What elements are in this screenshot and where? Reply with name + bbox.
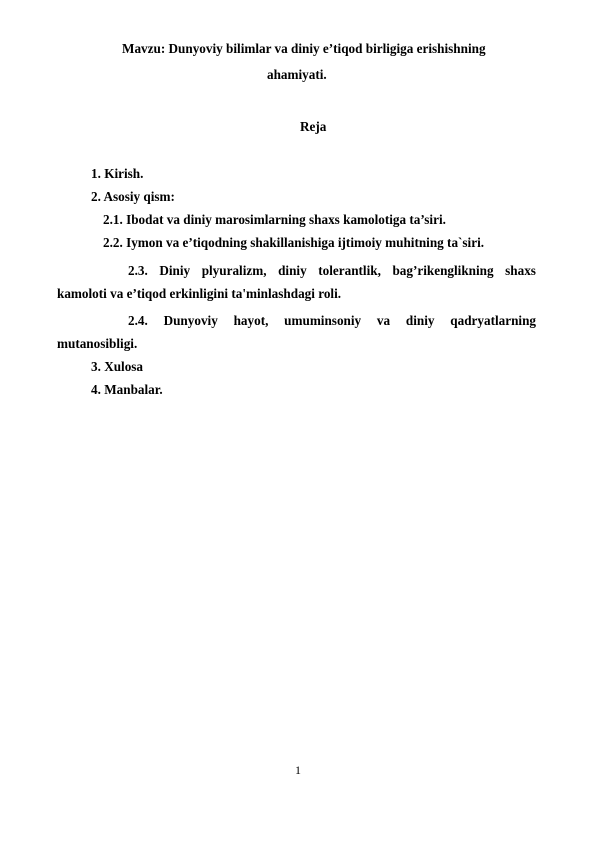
word: 2.3. <box>128 263 148 278</box>
word: hayot, <box>233 313 269 328</box>
plan-item-1: 1. Kirish. <box>91 166 144 181</box>
title-line-2: ahamiyati. <box>267 67 327 82</box>
word: diniy <box>278 263 307 278</box>
word: va <box>376 313 391 328</box>
plan-item-3: 3. Xulosa <box>91 359 144 374</box>
plan-item-2-3-line-2: kamoloti va e’tiqod erkinligini ta'minlashdagi roli. <box>57 286 342 301</box>
word: Diniy <box>159 263 191 278</box>
plan-item-2: 2. Asosiy qism: <box>91 189 175 204</box>
word: plyuralizm, <box>201 263 267 278</box>
word: Dunyoviy <box>163 313 218 328</box>
plan-item-2-2: 2.2. Iymon va e’tiqodning shakillanishiga ijtimoiy muhitning ta`siri. <box>103 235 485 250</box>
word: qadryatlarning <box>450 313 536 328</box>
word: umuminsoniy <box>284 313 362 328</box>
plan-heading: Reja <box>300 119 327 134</box>
plan-item-2-4-line-1 <box>128 313 536 329</box>
plan-item-4: 4. Manbalar. <box>91 382 163 397</box>
page-number: 1 <box>295 763 301 777</box>
word: tolerantlik, <box>318 263 381 278</box>
plan-item-2-4-line-2: mutanosibligi. <box>57 336 138 351</box>
title-line-1: Mavzu: Dunyoviy bilimlar va diniy e’tiqod birligiga erishishning <box>122 41 486 56</box>
word: diniy <box>405 313 435 328</box>
word: 2.4. <box>128 313 148 328</box>
word: shaxs <box>505 263 536 278</box>
word: bag’rikenglikning <box>392 263 494 278</box>
plan-item-2-1: 2.1. Ibodat va diniy marosimlarning shaxs kamolotiga ta’siri. <box>103 212 446 227</box>
plan-item-2-3-line-1 <box>128 263 536 279</box>
